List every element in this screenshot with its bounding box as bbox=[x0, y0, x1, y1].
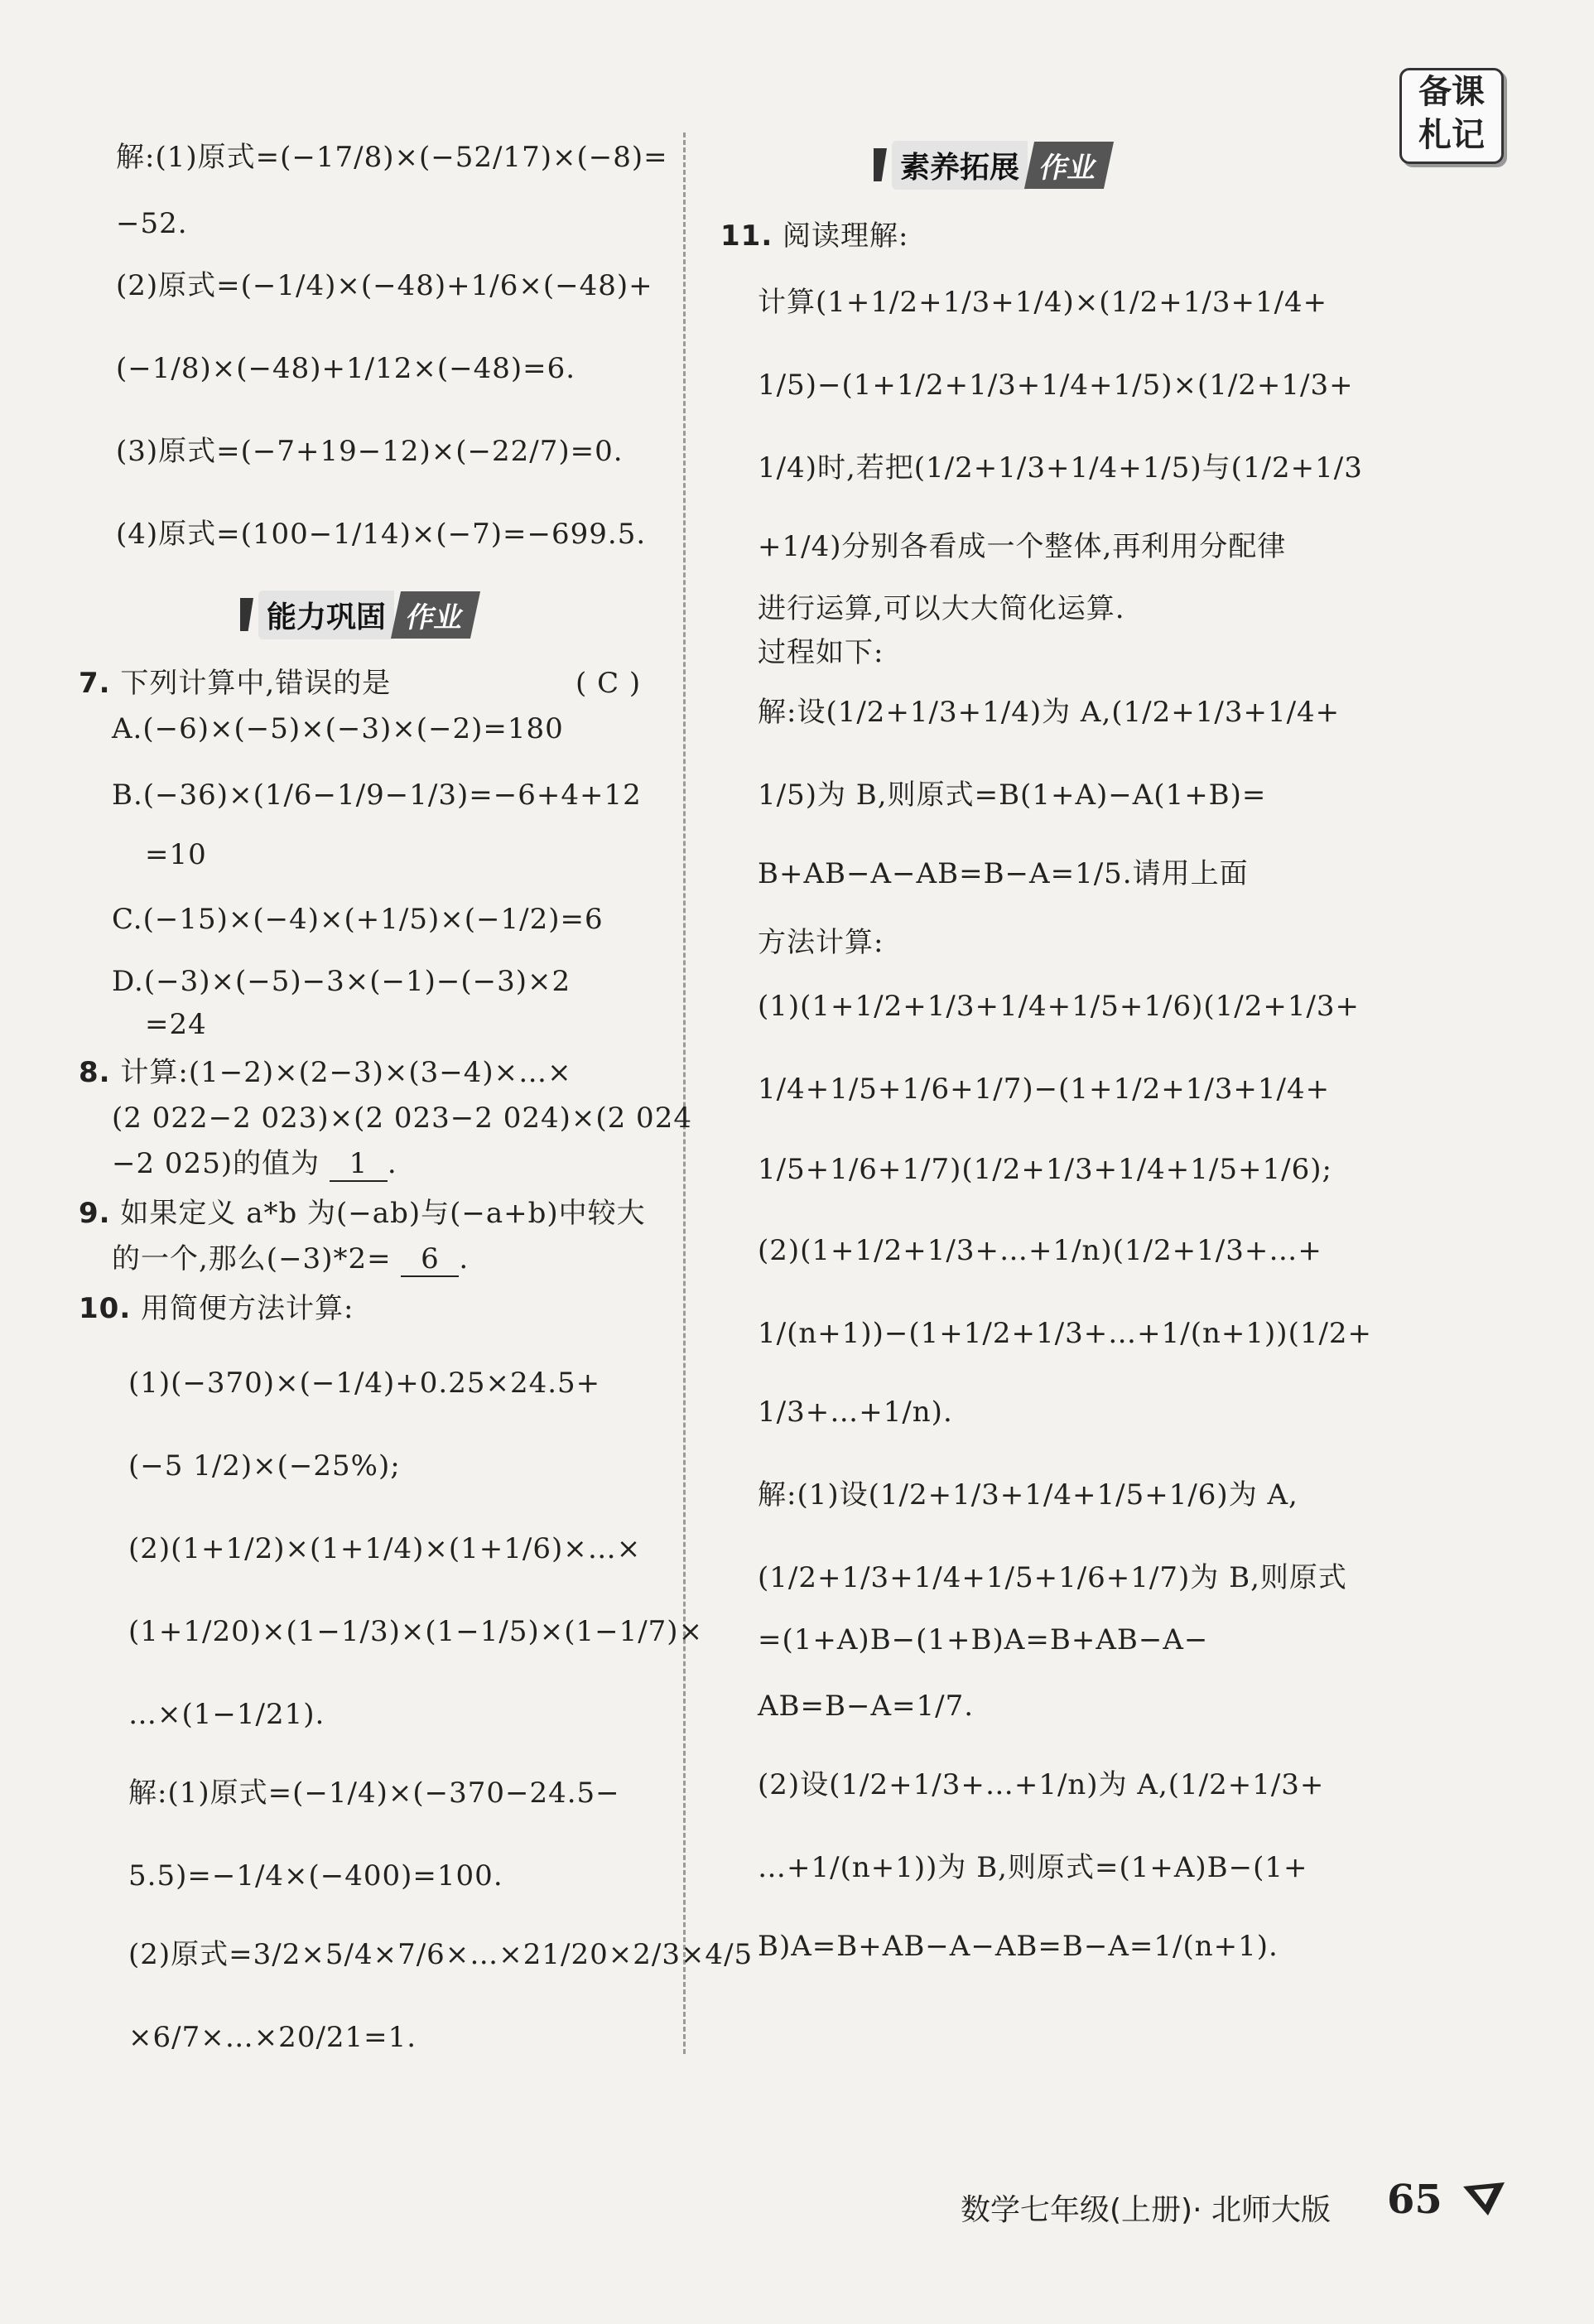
section-tag: 作业 bbox=[391, 591, 480, 639]
question-number: 10. bbox=[79, 1292, 132, 1325]
section-header-extension bbox=[874, 141, 1109, 189]
question-11-line: B+AB−A−AB=B−A=1/5.请用上面 bbox=[758, 857, 1249, 890]
page-number: 65 bbox=[1387, 2177, 1442, 2223]
period: . bbox=[459, 1242, 470, 1275]
page-corner-arrow-icon bbox=[1459, 2178, 1509, 2220]
option-c: C.(−15)×(−4)×(+1/5)×(−1/2)=6 bbox=[112, 903, 604, 936]
question-text: 计算:(1−2)×(2−3)×(3−4)×…× bbox=[120, 1056, 572, 1089]
question-10-line: 解:(1)原式=(−1/4)×(−370−24.5− bbox=[128, 1777, 620, 1810]
question-text: 如果定义 a*b 为(−ab)与(−a+b)中较大 bbox=[120, 1197, 646, 1230]
question-11-line: 过程如下: bbox=[758, 636, 884, 669]
option-d: D.(−3)×(−5)−3×(−1)−(−3)×2 bbox=[112, 965, 571, 998]
lesson-notes-box bbox=[1399, 68, 1504, 164]
question-11-line: 1/5)−(1+1/2+1/3+1/4+1/5)×(1/2+1/3+ bbox=[758, 369, 1354, 402]
question-text: 阅读理解: bbox=[783, 219, 909, 253]
question-11-line: 1/5)为 B,则原式=B(1+A)−A(1+B)= bbox=[758, 779, 1267, 812]
answer-blank: 6 bbox=[401, 1242, 459, 1277]
question-text: 的一个,那么(−3)*2= bbox=[112, 1242, 392, 1275]
answer-blank: 1 bbox=[330, 1147, 388, 1182]
question-11-line: 解:设(1/2+1/3+1/4)为 A,(1/2+1/3+1/4+ bbox=[758, 696, 1341, 729]
solution-line: 解:(1)原式=(−17/8)×(−52/17)×(−8)= bbox=[116, 141, 668, 174]
question-11-line: 解:(1)设(1/2+1/3+1/4+1/5+1/6)为 A, bbox=[758, 1478, 1298, 1512]
question-10-line: 5.5)=−1/4×(−400)=100. bbox=[128, 1859, 503, 1892]
option-b-cont: =10 bbox=[145, 838, 207, 871]
question-text: −2 025)的值为 bbox=[112, 1147, 320, 1180]
option-d-cont: =24 bbox=[145, 1008, 207, 1041]
notes-box-line1: 备课 bbox=[1418, 73, 1485, 111]
option-a: A.(−6)×(−5)×(−3)×(−2)=180 bbox=[112, 712, 564, 745]
column-divider bbox=[683, 133, 686, 2054]
solution-line: (3)原式=(−7+19−12)×(−22/7)=0. bbox=[116, 435, 624, 468]
section-header-consolidation bbox=[240, 591, 475, 639]
question-number: 11. bbox=[720, 219, 773, 253]
question-11-line: =(1+A)B−(1+B)A=B+AB−A− bbox=[758, 1623, 1209, 1656]
question-10-line: (2)原式=3/2×5/4×7/6×…×21/20×2/3×4/5 bbox=[128, 1938, 754, 1971]
question-11-line: 1/(n+1))−(1+1/2+1/3+…+1/(n+1))(1/2+ bbox=[758, 1317, 1373, 1350]
question-9-line bbox=[112, 1242, 469, 1277]
question-11-line: (2)(1+1/2+1/3+…+1/n)(1/2+1/3+…+ bbox=[758, 1234, 1322, 1267]
section-marker-icon bbox=[874, 148, 887, 181]
book-title-footer: 数学七年级(上册)· 北师大版 bbox=[961, 2193, 1331, 2227]
question-10-line: (2)(1+1/2)×(1+1/4)×(1+1/6)×…× bbox=[128, 1532, 642, 1565]
solution-line: (−1/8)×(−48)+1/12×(−48)=6. bbox=[116, 352, 576, 385]
question-text: 用简便方法计算: bbox=[141, 1292, 354, 1325]
solution-line: (4)原式=(100−1/14)×(−7)=−699.5. bbox=[116, 518, 647, 551]
question-11-line: 1/5+1/6+1/7)(1/2+1/3+1/4+1/5+1/6); bbox=[758, 1153, 1332, 1186]
question-text: 下列计算中,错误的是 bbox=[120, 667, 392, 700]
question-11-line: …+1/(n+1))为 B,则原式=(1+A)B−(1+ bbox=[758, 1851, 1308, 1884]
question-number: 7. bbox=[79, 667, 111, 700]
solution-line: −52. bbox=[116, 207, 188, 240]
question-11-line: 计算(1+1/2+1/3+1/4)×(1/2+1/3+1/4+ bbox=[758, 286, 1328, 319]
question-8-line bbox=[112, 1147, 397, 1182]
question-11-line: 1/4+1/5+1/6+1/7)−(1+1/2+1/3+1/4+ bbox=[758, 1073, 1331, 1106]
question-7-answer: ( C ) bbox=[575, 667, 642, 700]
question-11-line: +1/4)分别各看成一个整体,再利用分配律 bbox=[758, 530, 1287, 563]
question-11-line: (2)设(1/2+1/3+…+1/n)为 A,(1/2+1/3+ bbox=[758, 1768, 1325, 1801]
question-10-line: …×(1−1/21). bbox=[128, 1698, 325, 1731]
question-10 bbox=[79, 1292, 354, 1325]
question-11-line: 1/3+…+1/n). bbox=[758, 1396, 953, 1429]
section-title: 素养拓展 bbox=[892, 141, 1028, 190]
question-10-line: (1+1/20)×(1−1/3)×(1−1/5)×(1−1/7)× bbox=[128, 1615, 704, 1648]
section-title: 能力巩固 bbox=[258, 591, 394, 639]
question-11-line: 进行运算,可以大大简化运算. bbox=[758, 592, 1125, 625]
section-tag: 作业 bbox=[1024, 142, 1114, 189]
question-11-line: 方法计算: bbox=[758, 926, 884, 959]
question-8-line: (2 022−2 023)×(2 023−2 024)×(2 024 bbox=[112, 1102, 692, 1135]
question-7 bbox=[79, 667, 391, 700]
question-11 bbox=[720, 219, 909, 253]
period: . bbox=[387, 1147, 397, 1180]
question-9 bbox=[79, 1197, 646, 1230]
question-10-line: (−5 1/2)×(−25%); bbox=[128, 1449, 401, 1483]
solution-line: (2)原式=(−1/4)×(−48)+1/6×(−48)+ bbox=[116, 269, 653, 302]
question-8 bbox=[79, 1056, 572, 1089]
question-number: 9. bbox=[79, 1197, 111, 1230]
question-10-line: ×6/7×…×20/21=1. bbox=[128, 2021, 417, 2054]
notes-box-line2: 札记 bbox=[1418, 116, 1485, 154]
question-number: 8. bbox=[79, 1056, 111, 1089]
question-11-line: (1/2+1/3+1/4+1/5+1/6+1/7)为 B,则原式 bbox=[758, 1561, 1347, 1594]
option-b: B.(−36)×(1/6−1/9−1/3)=−6+4+12 bbox=[112, 779, 642, 812]
question-11-line: B)A=B+AB−A−AB=B−A=1/(n+1). bbox=[758, 1930, 1279, 1963]
question-11-line: (1)(1+1/2+1/3+1/4+1/5+1/6)(1/2+1/3+ bbox=[758, 990, 1360, 1023]
question-11-line: AB=B−A=1/7. bbox=[758, 1690, 975, 1723]
section-marker-icon bbox=[240, 598, 253, 631]
question-11-line: 1/4)时,若把(1/2+1/3+1/4+1/5)与(1/2+1/3 bbox=[758, 451, 1363, 485]
question-10-line: (1)(−370)×(−1/4)+0.25×24.5+ bbox=[128, 1367, 601, 1400]
